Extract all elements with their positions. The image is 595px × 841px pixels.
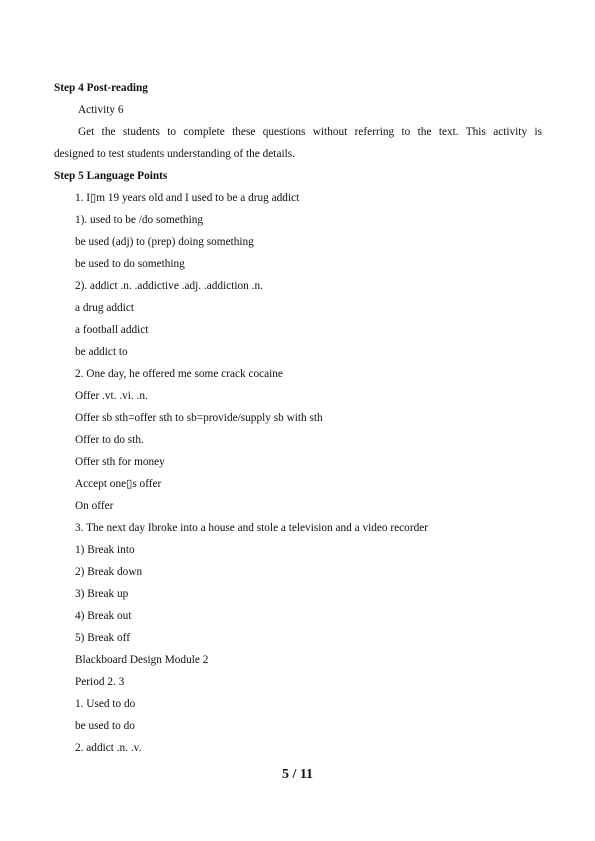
language-point-line: 1. Used to do (75, 698, 136, 710)
step5-heading: Step 5 Language Points (54, 170, 168, 182)
language-point-line: Offer sth for money (75, 456, 165, 468)
activity6-label: Activity 6 (78, 104, 124, 116)
language-point-line: On offer (75, 500, 114, 512)
language-point-line: 2). addict .n. .addictive .adj. .addiction .n. (75, 280, 263, 292)
language-point-line: 1) Break into (75, 544, 135, 556)
language-point-line: be used (adj) to (prep) doing something (75, 236, 254, 248)
language-point-line: 5) Break off (75, 632, 131, 644)
language-point-line: 1). used to be /do something (75, 214, 204, 226)
language-point-line: Offer to do sth. (75, 434, 144, 446)
language-point-line: Blackboard Design Module 2 (75, 654, 209, 666)
language-point-line: 3) Break up (75, 588, 129, 600)
language-point-line: be used to do something (75, 258, 185, 270)
activity6-paragraph-line1: Get the students to complete these questions without referring to the text. This activity is (78, 126, 542, 138)
activity6-paragraph-line2: designed to test students understanding of the details. (54, 148, 295, 160)
language-point-line: 2. addict .n. .v. (75, 742, 142, 754)
language-point-line: Accept one▯s offer (75, 478, 162, 490)
language-point-line: 4) Break out (75, 610, 132, 622)
language-point-line: be addict to (75, 346, 128, 358)
language-point-line: Offer .vt. .vi. .n. (75, 390, 148, 402)
language-point-line: be used to do (75, 720, 135, 732)
language-point-line: a drug addict (75, 302, 134, 314)
language-point-line: 2. One day, he offered me some crack cocaine (75, 368, 283, 380)
language-point-line: 1. I▯m 19 years old and I used to be a drug addict (75, 192, 300, 204)
language-point-line: 3. The next day Ibroke into a house and stole a television and a video recorder (75, 522, 429, 534)
language-point-line: Period 2. 3 (75, 676, 125, 688)
page-number: 5 / 11 (281, 767, 314, 782)
language-point-line: 2) Break down (75, 566, 143, 578)
step4-heading: Step 4 Post-reading (54, 82, 148, 94)
language-point-line: Offer sb sth=offer sth to sb=provide/supply sb with sth (75, 412, 323, 424)
language-point-line: a football addict (75, 324, 149, 336)
